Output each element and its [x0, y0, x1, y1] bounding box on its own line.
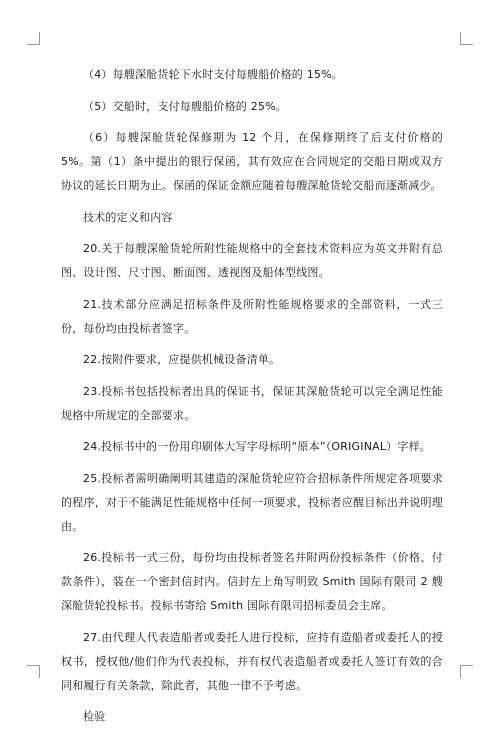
section-heading-technical: 技术的定义和内容	[83, 210, 173, 224]
clause-25: 25.投标者需明确阐明其建造的深舱货轮应符合招标条件所规定各项要求的程序，对于不能满足性能规格中任何一项要求，投标者应醒目标出并说明理由。	[61, 471, 443, 533]
payment-item-5: （5）交船时，支付每艘船价格的 25%。	[83, 99, 287, 113]
crop-mark-top-right	[460, 32, 473, 45]
crop-mark-bottom-right	[460, 665, 473, 678]
clause-24: 24.投标书中的一份用印刷体大写字母标明“原本”（ORIGINAL）字样。	[83, 440, 431, 453]
crop-mark-bottom-left	[27, 665, 40, 678]
crop-mark-top-left	[27, 32, 40, 45]
payment-item-4: （4）每艘深舱货轮下水时支付每艘船价格的 15%。	[83, 68, 343, 81]
clause-22: 22.按附件要求，应提供机械设备清单。	[83, 353, 281, 366]
clause-21: 21.技术部分应满足招标条件及所附性能规格要求的全部资料，一式三份，每份均由投标者签字。	[61, 297, 443, 335]
payment-item-6: （6）每艘深舱货轮保修期为 12 个月，在保修期终了后支付价格的 5%。第（1）条中提出的银行保函，其有效应在合同规定的交船日期或双方协议的延长日期为止。保函的保证金额应随着每艘深舱货轮交船而逐渐减少。	[61, 131, 443, 192]
clause-26: 26.投标书一式三份，每份均由投标者签名并附两份投标条件（价格、付款条件），装在一个密封信封内。信封左上角写明致 Smith 国际有限司 2 艘深舱货轮投标书。投标书寄给 Smith 国际有限司招标委员会主席。	[61, 551, 443, 612]
document-body	[61, 63, 443, 737]
clause-27: 27.由代理人代表造船者或委托人进行投标，应持有造船者或委托人的授权书，授权他/他们作为代表投标，并有权代表造船者或委托人签订有效的合同和履行有关条款，除此者，其他一律不予考虑。	[61, 630, 443, 692]
clause-23: 23.投标书包括投标者出具的保证书，保证其深舱货轮可以完全满足性能规格中所规定的全部要求。	[61, 384, 443, 422]
section-heading-inspection: 检验	[83, 710, 106, 723]
clause-20: 20.关于每艘深舱货轮所附性能规格中的全套技术资料应为英文并附有总图、设计图、尺寸图、断面图、透视图及船体型线图。	[61, 242, 443, 279]
